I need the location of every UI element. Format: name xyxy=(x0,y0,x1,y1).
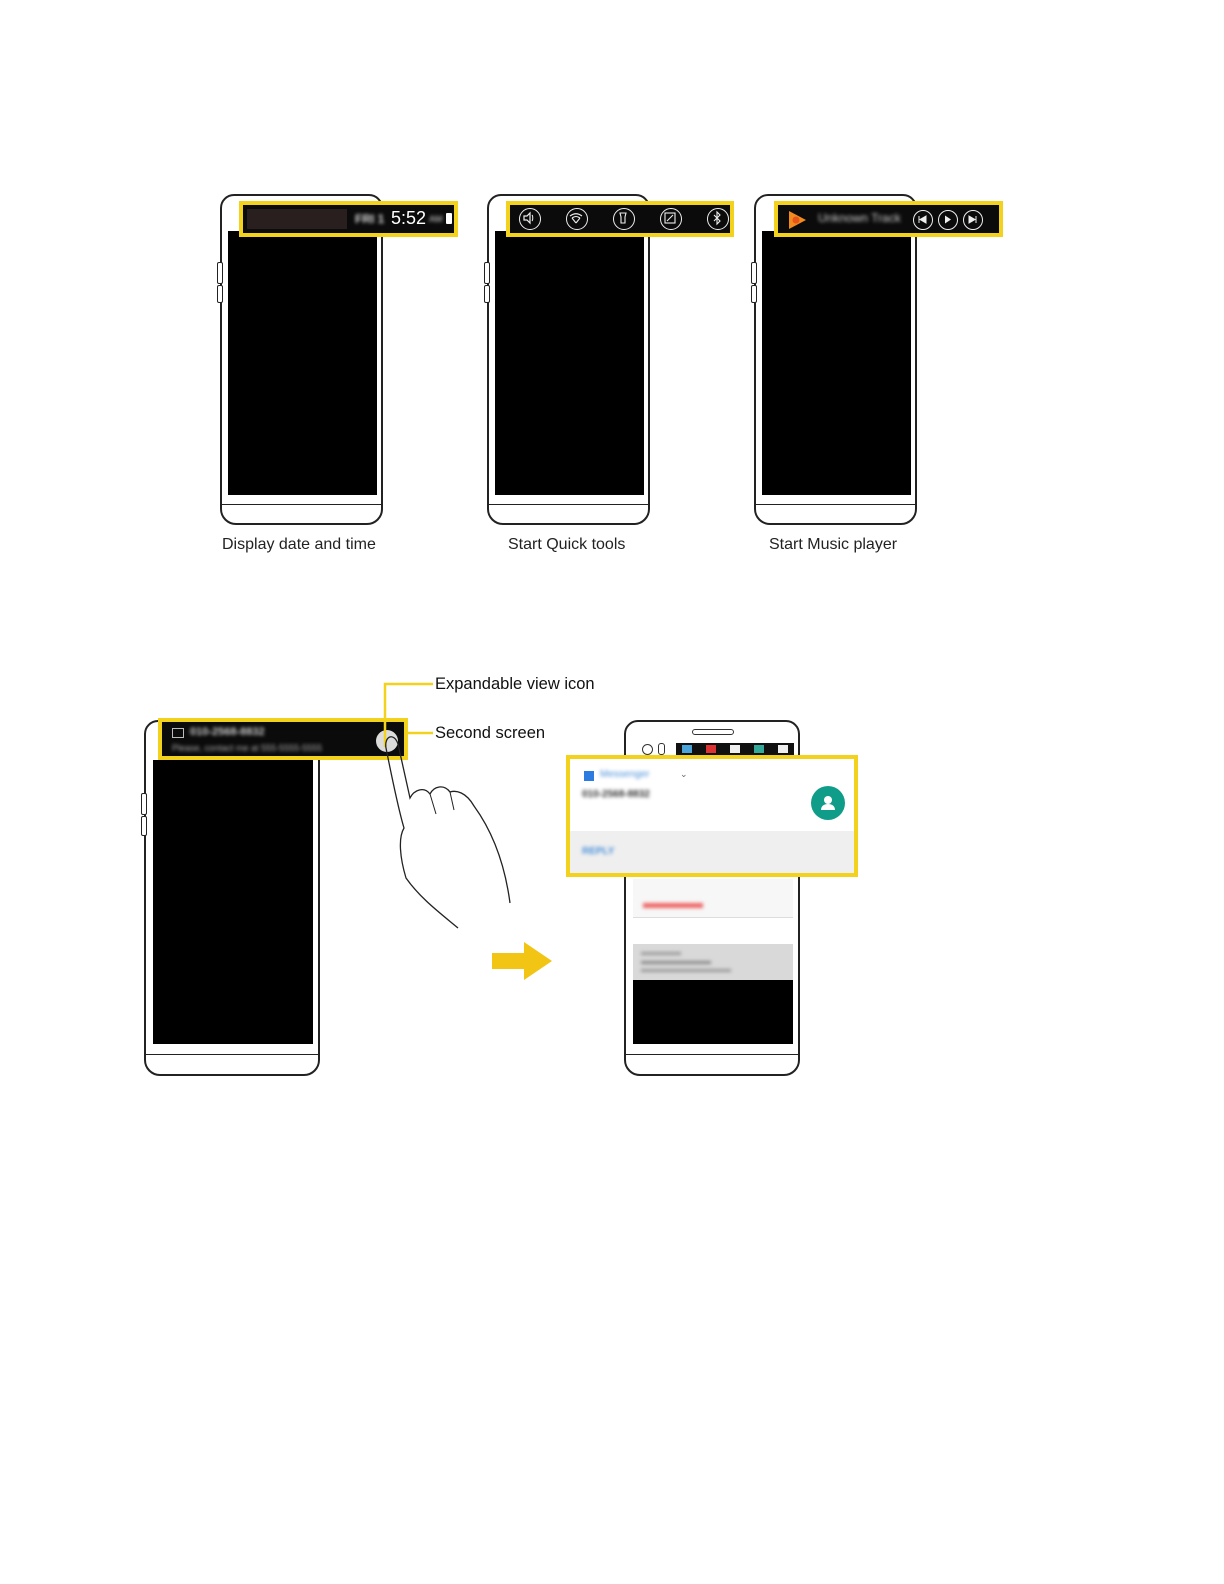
messenger-app-icon xyxy=(584,771,594,781)
contact-avatar xyxy=(811,786,845,820)
message-icon xyxy=(172,728,184,738)
bluetooth-icon[interactable] xyxy=(707,208,729,230)
app-shortcut-icon[interactable] xyxy=(754,745,764,753)
wifi-icon[interactable] xyxy=(566,208,588,230)
track-title: Unknown Track xyxy=(818,211,901,225)
volume-icon[interactable] xyxy=(519,208,541,230)
phone-notification xyxy=(144,720,323,1076)
battery-icon xyxy=(446,213,452,224)
screen-capture-icon[interactable] xyxy=(660,208,682,230)
phone-quick-tools xyxy=(487,194,650,525)
quick-tools-ticker xyxy=(506,201,734,237)
clock-ampm: AM xyxy=(429,214,443,224)
date-day: FRI 1 xyxy=(355,212,385,226)
app-shortcut-bar xyxy=(676,743,794,755)
expanded-title: 010-2568-8832 xyxy=(582,789,650,800)
date-time-ticker xyxy=(239,201,458,237)
previous-icon[interactable] xyxy=(913,210,933,230)
arrow-icon xyxy=(490,940,554,982)
reply-button[interactable]: REPLY xyxy=(582,846,615,857)
music-player-ticker xyxy=(774,201,1003,237)
flashlight-icon[interactable] xyxy=(613,208,635,230)
phone-music-player xyxy=(754,194,917,525)
app-shortcut-icon[interactable] xyxy=(778,745,788,753)
label-second-screen: Second screen xyxy=(435,724,546,742)
label-expandable-view-icon: Expandable view icon xyxy=(435,675,595,693)
music-app-icon[interactable] xyxy=(786,209,808,236)
sensor-icon xyxy=(658,743,665,755)
expanded-notification xyxy=(566,755,858,877)
app-shortcut-icon[interactable] xyxy=(730,745,740,753)
play-icon[interactable] xyxy=(938,210,958,230)
app-shortcut-icon[interactable] xyxy=(706,745,716,753)
caption-quick-tools: Start Quick tools xyxy=(508,536,626,553)
notification-sender: 010-2568-8832 xyxy=(190,726,265,738)
caption-date-time: Display date and time xyxy=(222,536,376,553)
app-name: Messenger xyxy=(600,769,650,780)
second-screen-notification xyxy=(158,718,408,760)
camera-icon xyxy=(642,744,653,755)
phone-date-time xyxy=(220,194,383,525)
chevron-down-icon[interactable]: ⌄ xyxy=(680,769,688,779)
next-icon[interactable] xyxy=(963,210,983,230)
caption-music: Start Music player xyxy=(769,536,898,553)
clock-time: 5:52 xyxy=(391,208,427,228)
notification-preview: Please, contact me at 555-5555-5555 xyxy=(172,743,323,753)
phone-screen xyxy=(228,231,377,495)
app-shortcut-icon[interactable] xyxy=(682,745,692,753)
hand-drawing xyxy=(380,728,520,938)
